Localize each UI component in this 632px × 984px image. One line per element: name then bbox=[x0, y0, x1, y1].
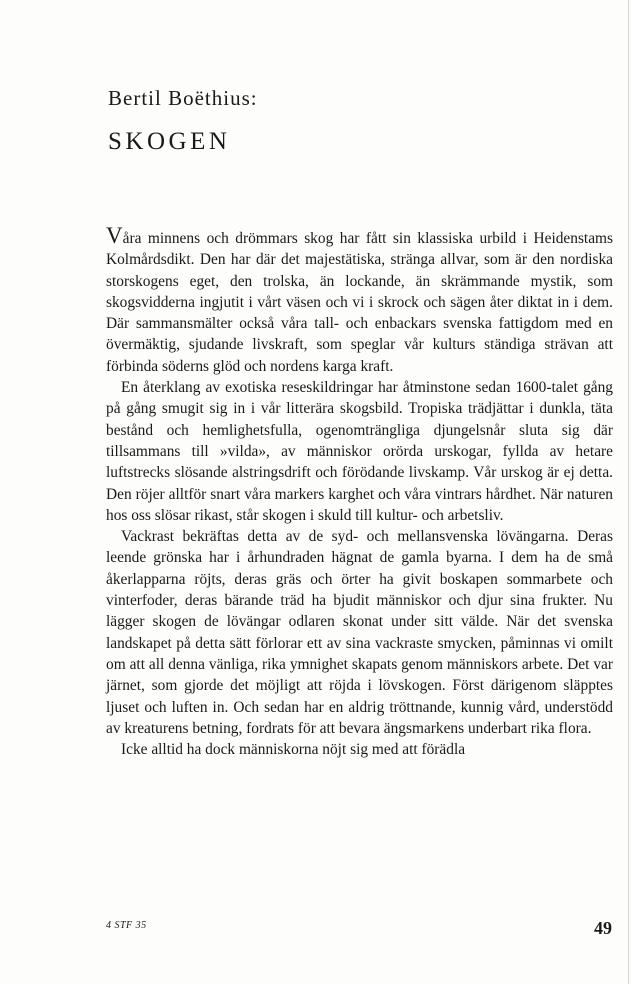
page-edge bbox=[628, 0, 629, 984]
paragraph-1-text: åra minnens och drömmars skog har fått sin klassiska urbild i Heidenstams Kolmårdsdikt. Den har där det majestätiska, stränga allvar, som är den nordiska storskogens eget, den trolska, än lockande, än skrämmande mystik, som skogsvidderna ingjutit i vårt väsen och vi i skrock och sägen åter diktat in i dem. Där sammansmälter också våra tall- och enbackars svenska fattigdom med en övermäktig, sjudande livskraft, som speglar vår kulturs ständiga strävan att förbinda söderns glöd och nordens karga kraft. bbox=[106, 230, 613, 375]
printer-signature: 4 STF 35 bbox=[106, 920, 147, 931]
paragraph-4: Icke alltid ha dock människorna nöjt sig med att förädla bbox=[121, 741, 466, 759]
paragraph-2: En återklang av exotiska reseskildringar har åtminstone sedan 1600-talet gång på gång smugit sig in i vår litterära skogsbild. Tropiska trädjättar i dunkla, täta bestånd och hemlighetsfulla, ogenomträngliga djungelsnår sluta sig där tillsammans till »vilda», av människor orörda urskogar, fyllda av hetare luftstrecks slösande alstringsdrift och förödande livskamp. Vår urskog är ej detta. Den röjer alltför snart våra markers karghet och våra vintrars hårdhet. När naturen hos oss slösar rikast, står skogen i skuld till kultur- och arbetsliv. bbox=[106, 379, 613, 524]
drop-cap: V bbox=[106, 223, 123, 248]
paragraph-1 bbox=[106, 223, 613, 377]
body-text bbox=[106, 223, 613, 760]
paragraph-3: Vackrast bekräftas detta av de syd- och mellansvenska lövängarna. Deras leende grönska har i århundraden hägnat de gamla byarna. I dem ha de små åkerlapparna röjts, deras gräs och örter ha givit boskapen sommarbete och vinterfoder, deras bärande träd ha bjudit människor och djur sina frukter. Nu lägger skogen de lövängar odlaren skonat under sitt välde. När det svenska landskapet på detta sätt förlorar ett av sina vackraste smycken, påminnas vi omilt om att all denna vänliga, rika ymnighet skapats genom människors arbete. Det var järnet, som gjorde det möjligt att röjda i lövskogen. Först därigenom släpptes ljuset och luften in. Och sedan har en aldrig tröttnande, kunnig vård, understödd av kreaturens betning, fordrats för att bevara ängsmarkens underbart rika flora. bbox=[106, 528, 613, 737]
chapter-title: SKOGEN bbox=[108, 128, 231, 155]
page-number: 49 bbox=[594, 918, 612, 938]
author-heading: Bertil Boëthius: bbox=[108, 86, 258, 110]
